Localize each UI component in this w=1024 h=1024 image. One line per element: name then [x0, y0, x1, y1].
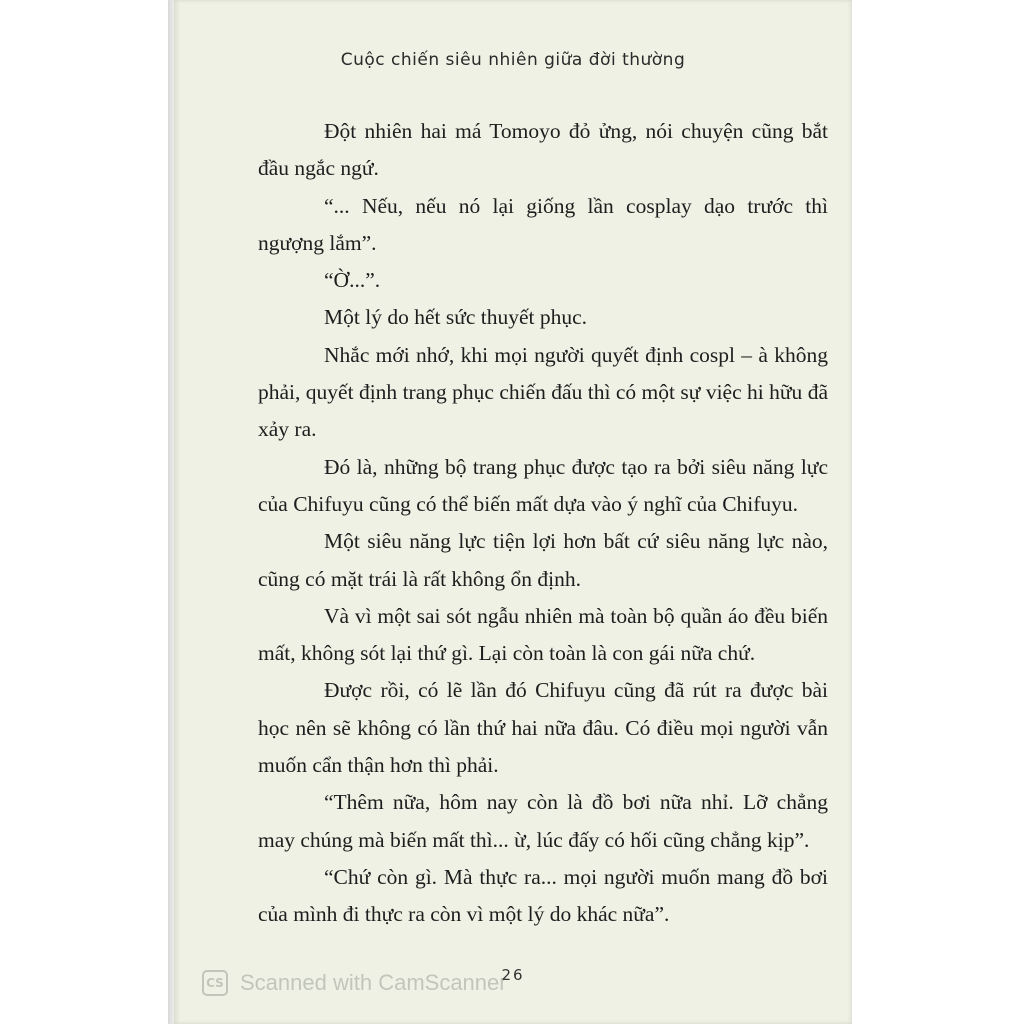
paragraph: Đột nhiên hai má Tomoyo đỏ ửng, nói chuyện cũng bắt đầu ngắc ngứ. [258, 119, 828, 181]
paragraph: Một siêu năng lực tiện lợi hơn bất cứ siêu năng lực nào, cũng có mặt trái là rất không ổn định. [258, 529, 828, 591]
page-number: 26 [501, 966, 525, 984]
paragraph: “... Nếu, nếu nó lại giống lần cosplay dạo trước thì ngượng lắm”. [258, 193, 828, 255]
running-title: Cuộc chiến siêu nhiên giữa đời thường [340, 50, 686, 70]
body-text [258, 113, 828, 934]
camscanner-watermark [202, 970, 507, 996]
paragraph: Một lý do hết sức thuyết phục. [324, 305, 588, 330]
paragraph: Nhắc mới nhớ, khi mọi người quyết định cospl – à không phải, quyết định trang phục chiến đấu thì có một sự việc hi hữu đã xảy ra. [258, 342, 828, 442]
paragraph: Và vì một sai sót ngẫu nhiên mà toàn bộ quần áo đều biến mất, không sót lại thứ gì. Lại còn toàn là con gái nữa chứ. [258, 603, 828, 666]
paragraph: Được rồi, có lẽ lần đó Chifuyu cũng đã rút ra được bài học nên sẽ không có lần thứ hai nữa đâu. Có điều mọi người vẫn muốn cẩn thận hơn thì phải. [258, 678, 828, 778]
paragraph: “Ờ...”. [324, 268, 381, 293]
paragraph: Đó là, những bộ trang phục được tạo ra bởi siêu năng lực của Chifuyu cũng có thể biến mất dựa vào ý nghĩ của Chifuyu. [258, 454, 828, 516]
paragraph: “Thêm nữa, hôm nay còn là đồ bơi nữa nhỉ. Lỡ chẳng may chúng mà biến mất thì... ừ, lúc đấy có hối cũng chẳng kịp”. [258, 790, 828, 852]
paragraph: “Chứ còn gì. Mà thực ra... mọi người muốn mang đồ bơi của mình đi thực ra còn vì một lý do khác nữa”. [258, 864, 828, 927]
camscanner-logo-icon: CS [202, 970, 228, 996]
book-page [174, 0, 852, 1024]
watermark-text: Scanned with CamScanner [240, 970, 507, 995]
